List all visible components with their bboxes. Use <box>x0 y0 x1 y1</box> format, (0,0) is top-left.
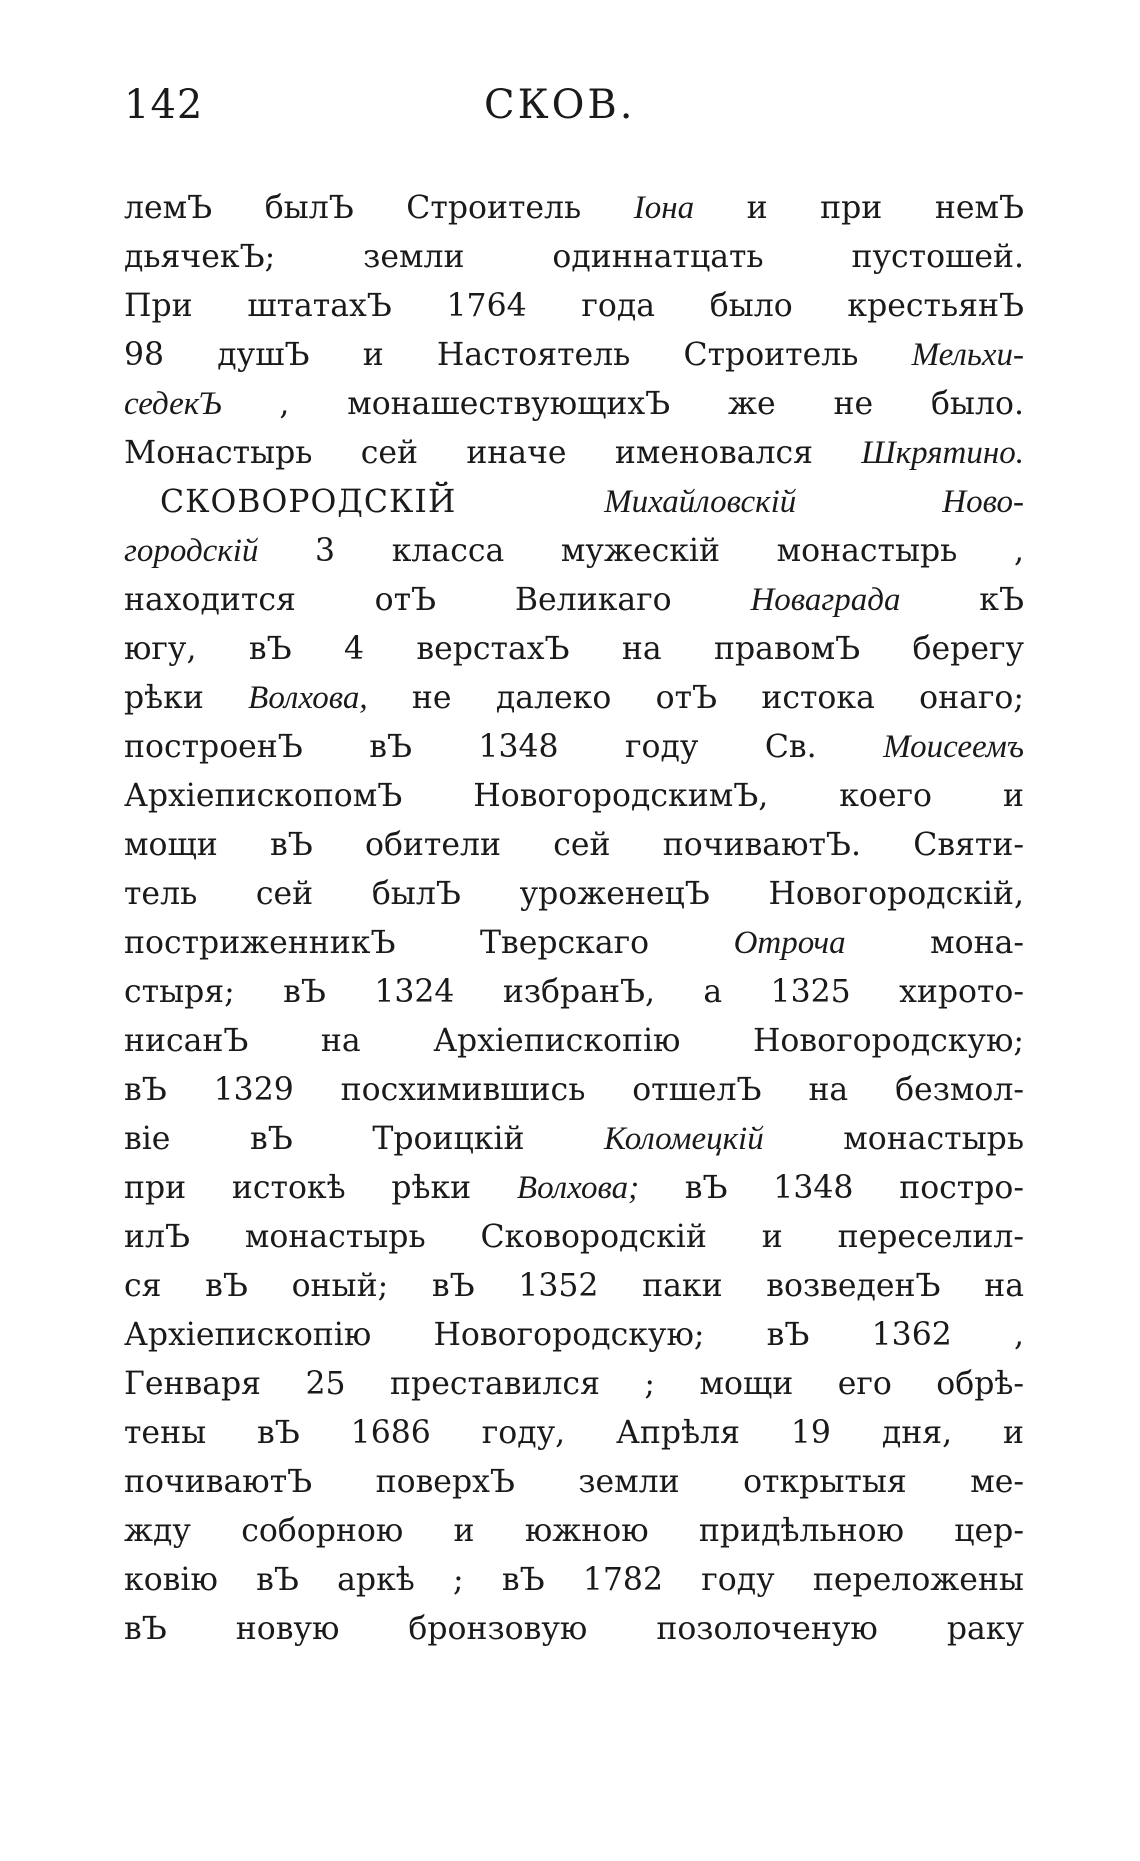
text-line <box>124 870 1024 919</box>
italic-segment: городскій <box>124 533 259 569</box>
text-line <box>124 1605 1024 1654</box>
italic-segment: седекЪ <box>124 386 222 422</box>
text-line <box>124 1115 1024 1164</box>
text-line <box>124 821 1024 870</box>
text-segment: віе вЪ Троицкій <box>124 1121 605 1157</box>
text-line <box>124 282 1024 331</box>
text-segment: вЪ 1348 постро- <box>639 1170 1024 1206</box>
text-segment: мона- <box>845 925 1024 961</box>
text-line <box>124 1311 1024 1360</box>
running-head: СКОВ. <box>484 82 636 128</box>
text-segment: При штатахЪ 1764 года было крестьянЪ <box>124 288 1024 324</box>
text-line <box>124 1164 1024 1213</box>
text-line <box>124 625 1024 674</box>
text-segment: СКОВОРОДСКІЙ <box>160 484 457 520</box>
text-segment: стыря; вЪ 1324 избранЪ, а 1325 хирото- <box>124 974 1024 1010</box>
text-line <box>124 1017 1024 1066</box>
text-segment: вЪ 1329 посхимившись отшелЪ на безмол- <box>124 1072 1024 1108</box>
text-line <box>124 233 1024 282</box>
italic-segment: Коломецкій <box>604 1121 764 1157</box>
text-line <box>124 772 1024 821</box>
text-segment: находится отЪ Великаго <box>124 582 751 618</box>
text-segment: нисанЪ на Архіепископію Новогородскую; <box>124 1023 1024 1059</box>
text-line <box>124 1262 1024 1311</box>
text-line <box>124 1556 1024 1605</box>
text-line <box>124 1360 1024 1409</box>
text-segment <box>456 484 604 520</box>
page-header <box>124 82 1030 142</box>
text-segment: дьячекЪ; земли одиннатцать пустошей. <box>124 239 1024 275</box>
text-segment: монастырь <box>763 1121 1024 1157</box>
text-line <box>124 723 1024 772</box>
text-segment: Монастырь сей иначе именовался <box>124 435 862 471</box>
text-segment: и при немЪ <box>694 190 1024 226</box>
italic-segment: Моисеемъ <box>883 729 1024 765</box>
text-line <box>124 380 1024 429</box>
page-number: 142 <box>124 82 204 128</box>
text-line <box>124 1409 1024 1458</box>
text-line <box>124 478 1024 527</box>
italic-segment: Волхова; <box>516 1170 640 1206</box>
text-line <box>124 527 1024 576</box>
text-segment: постриженникЪ Тверскаго <box>124 925 734 961</box>
text-line <box>124 1066 1024 1115</box>
italic-segment: Мельхи- <box>911 337 1024 373</box>
text-segment: построенЪ вЪ 1348 году Св. <box>124 729 884 765</box>
italic-segment: Іона <box>633 190 695 226</box>
italic-segment: Новаграда <box>750 582 901 618</box>
italic-segment: Отроча <box>733 925 846 961</box>
text-segment: ся вЪ оный; вЪ 1352 паки возведенЪ на <box>124 1268 1024 1304</box>
text-line <box>124 674 1024 723</box>
text-segment: почиваютЪ поверхЪ земли открытыя ме- <box>124 1464 1024 1500</box>
text-segment: жду соборною и южною придѣльною цер- <box>124 1513 1024 1549</box>
text-line <box>124 919 1024 968</box>
text-line <box>124 968 1024 1017</box>
italic-segment: Михайловскій Ново- <box>604 484 1024 520</box>
text-line <box>124 1507 1024 1556</box>
text-segment: вЪ новую бронзовую позолоченую раку <box>124 1611 1024 1647</box>
text-segment: кЪ <box>900 582 1024 618</box>
text-segment: 3 класса мужескій монастырь , <box>258 533 1024 569</box>
body-text <box>124 184 1024 1654</box>
text-segment: илЪ монастырь Сковородскій и переселил- <box>124 1219 1024 1255</box>
text-segment: Архіепископію Новогородскую; вЪ 1362 , <box>124 1317 1024 1353</box>
text-segment: АрхіепископомЪ НовогородскимЪ, коего и <box>124 778 1024 814</box>
text-line <box>124 576 1024 625</box>
text-segment: не далеко отЪ истока онаго; <box>367 680 1025 716</box>
text-line <box>124 1213 1024 1262</box>
text-segment: при истокѣ рѣки <box>124 1170 517 1206</box>
italic-segment: Шкрятино. <box>861 435 1024 471</box>
text-line <box>124 184 1024 233</box>
text-line <box>124 1458 1024 1507</box>
text-segment: югу, вЪ 4 верстахЪ на правомЪ берегу <box>124 631 1024 667</box>
text-segment: ковію вЪ аркѣ ; вЪ 1782 году переложены <box>124 1562 1024 1598</box>
text-line <box>124 429 1024 478</box>
italic-segment: Волхова, <box>248 680 368 716</box>
text-segment: тены вЪ 1686 году, Апрѣля 19 дня, и <box>124 1415 1024 1451</box>
text-segment: рѣки <box>124 680 249 716</box>
text-segment: 98 душЪ и Настоятель Строитель <box>124 337 912 373</box>
text-segment: мощи вЪ обители сей почиваютЪ. Святи- <box>124 827 1024 863</box>
text-segment: Генваря 25 преставился ; мощи его обрѣ- <box>124 1366 1024 1402</box>
text-line <box>124 331 1024 380</box>
text-segment: лемЪ былЪ Строитель <box>124 190 634 226</box>
text-segment: , монашествующихЪ же не было. <box>221 386 1024 422</box>
text-segment: тель сей былЪ уроженецЪ Новогородскій, <box>124 876 1024 912</box>
